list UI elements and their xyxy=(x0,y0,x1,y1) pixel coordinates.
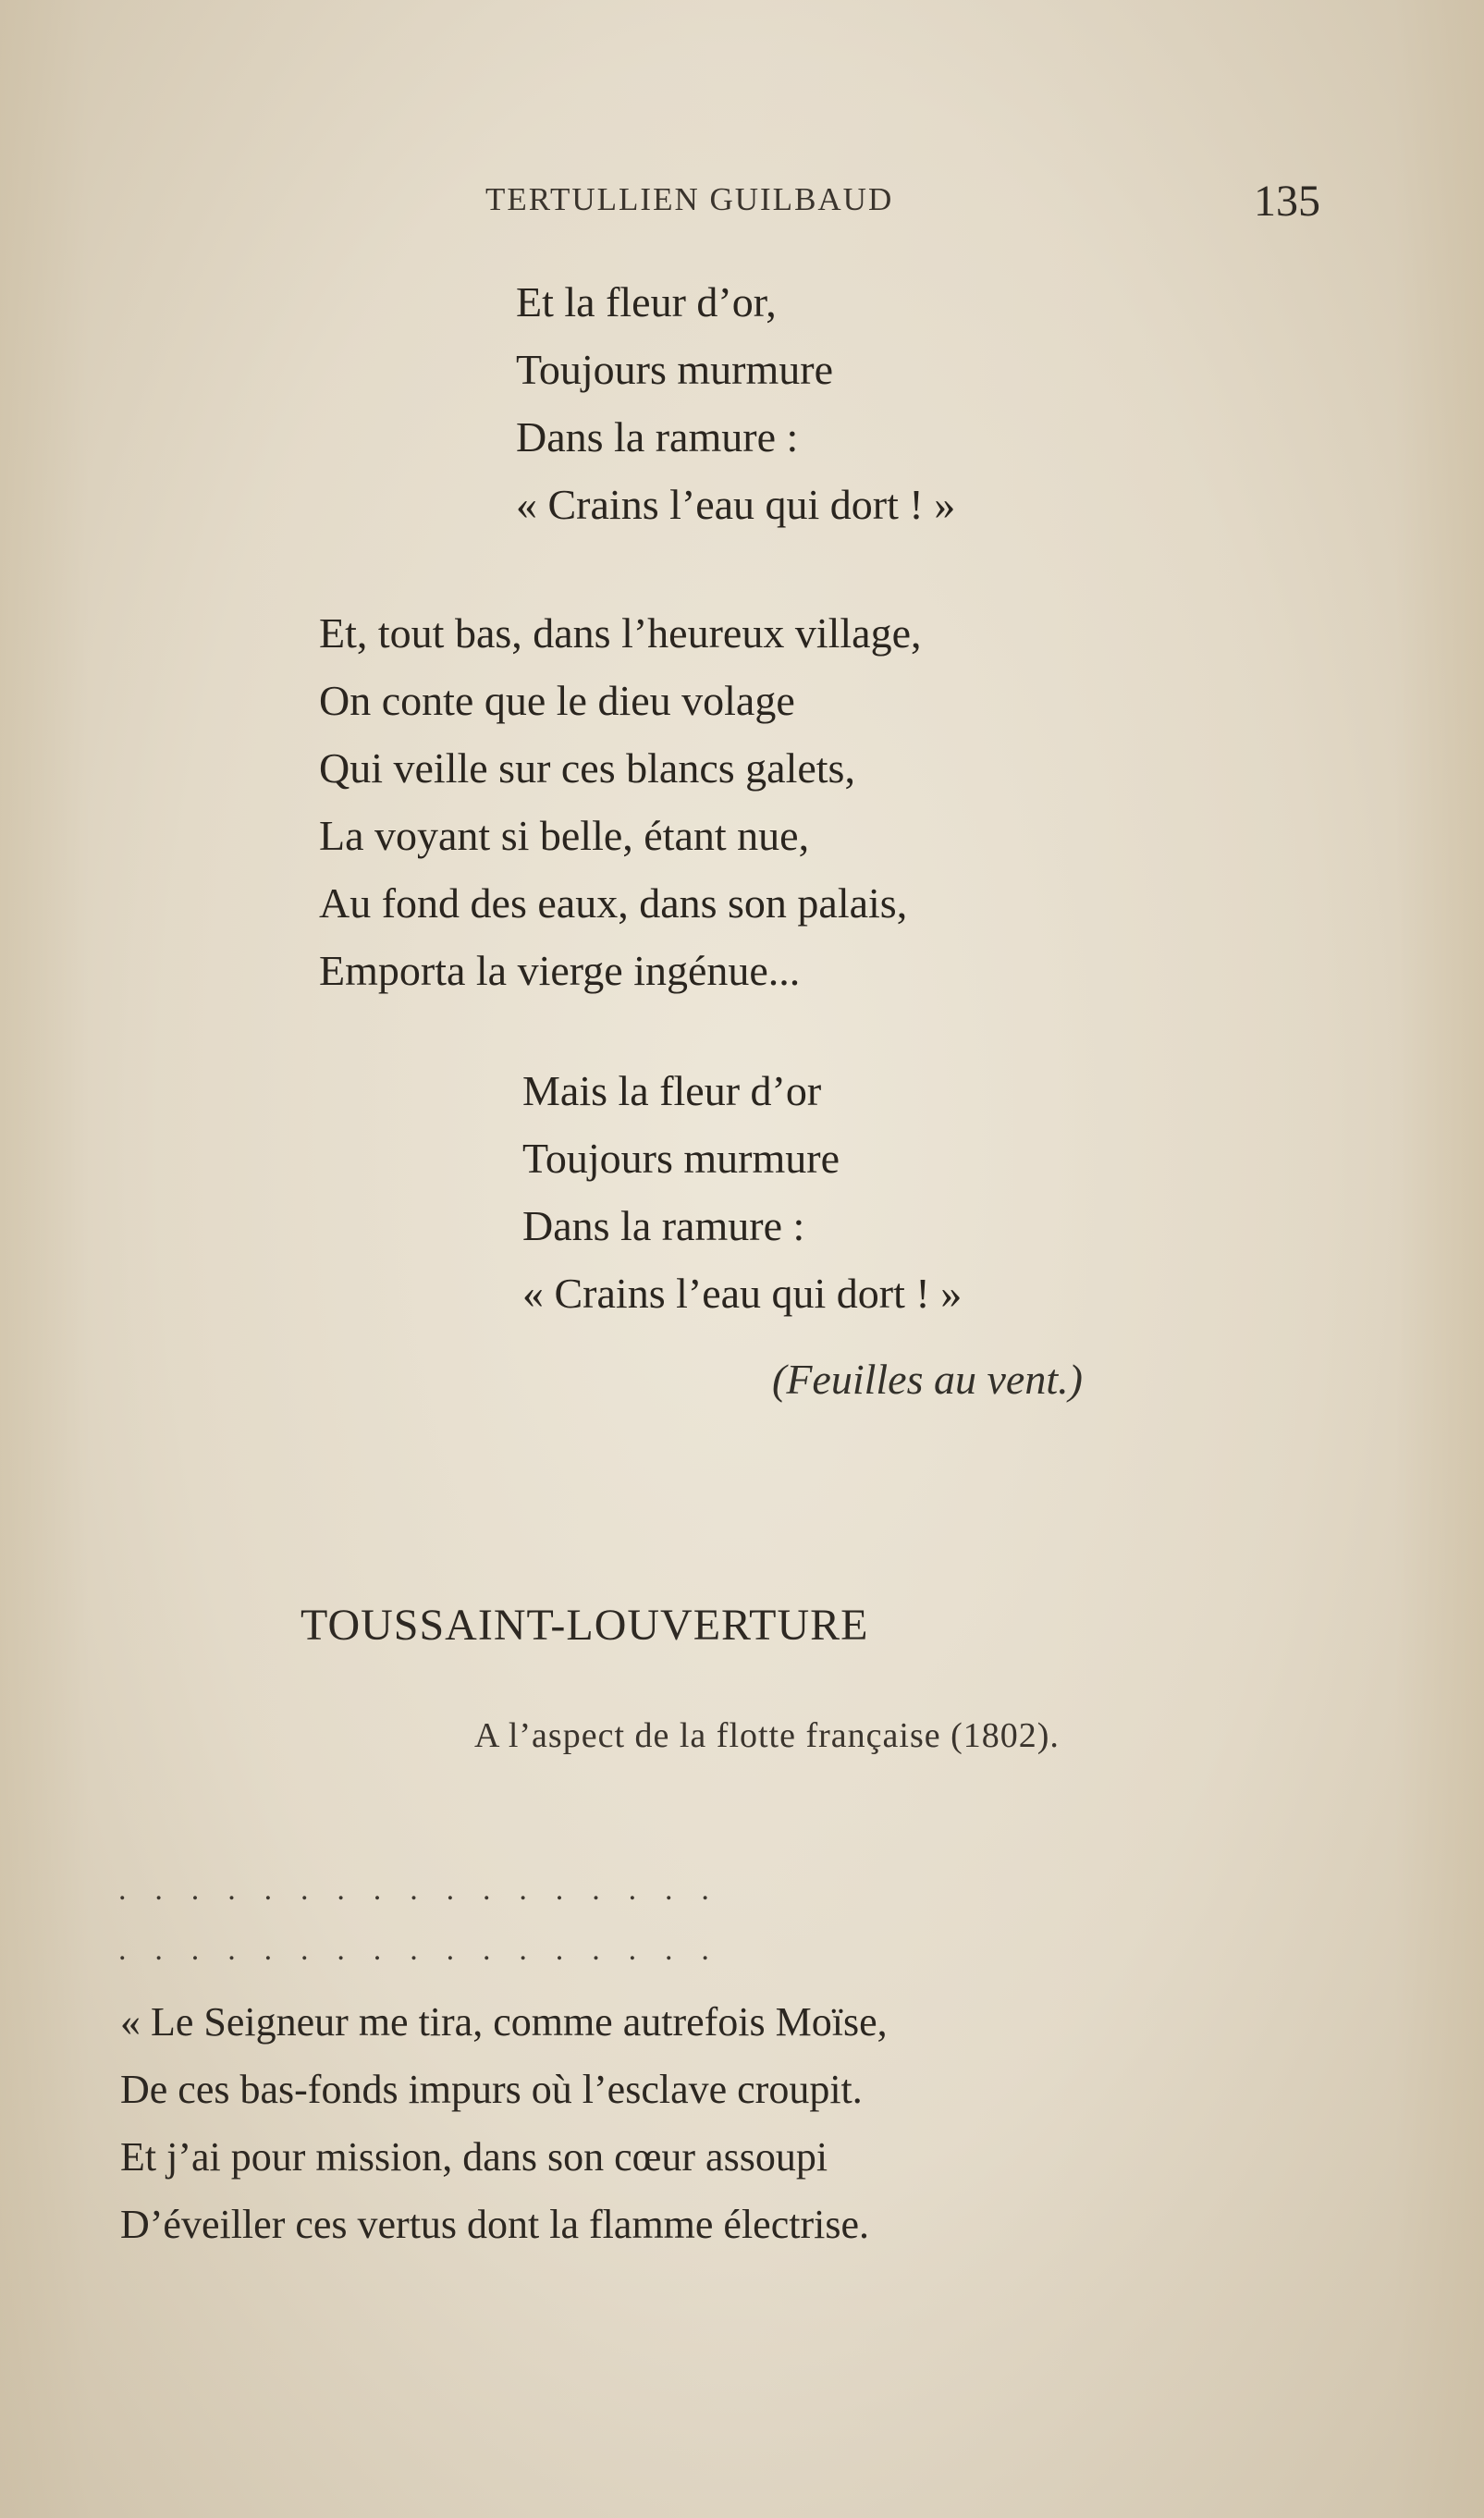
verse-line: La voyant si belle, étant nue, xyxy=(319,812,810,859)
main-stanza xyxy=(319,599,922,1004)
verse-line: Emporta la vierge ingénue... xyxy=(319,947,801,994)
source-attribution: (Feuilles au vent.) xyxy=(772,1356,1083,1403)
refrain-stanza-1 xyxy=(516,268,955,538)
verse-line: Et, tout bas, dans l’heureux village, xyxy=(319,609,922,657)
verse-line: Mais la fleur d’or xyxy=(522,1067,822,1114)
verse-line: Dans la ramure : xyxy=(522,1202,805,1249)
verse-line: D’éveiller ces vertus dont la flamme électrise. xyxy=(120,2202,869,2247)
verse-line: Au fond des eaux, dans son palais, xyxy=(319,879,908,927)
verse-line: Et j’ai pour mission, dans son cœur assoupi xyxy=(120,2134,828,2180)
omission-dots: ................. xyxy=(118,1873,738,1907)
verse-line: Et la fleur d’or, xyxy=(516,278,777,325)
refrain-stanza-2 xyxy=(522,1057,962,1327)
verse-line: Toujours murmure xyxy=(522,1135,840,1182)
poem-title: TOUSSAINT-LOUVERTURE xyxy=(300,1601,869,1650)
running-title: TERTULLIEN GUILBAUD xyxy=(485,181,894,217)
verse-line: « Crains l’eau qui dort ! » xyxy=(522,1270,963,1317)
verse-line: « Le Seigneur me tira, comme autrefois Moïse, xyxy=(120,1999,888,2045)
omission-dots: ................. xyxy=(118,1933,738,1967)
verse-line: Dans la ramure : xyxy=(516,413,799,461)
poem-dedication: A l’aspect de la flotte française (1802). xyxy=(474,1716,1060,1755)
verse-line: De ces bas-fonds impurs où l’esclave croupit. xyxy=(120,2067,863,2112)
verse-line: On conte que le dieu volage xyxy=(319,677,795,724)
verse-line: Qui veille sur ces blancs galets, xyxy=(319,744,855,792)
poem-stanza xyxy=(120,1988,888,2258)
verse-line: Toujours murmure xyxy=(516,346,834,393)
page-number: 135 xyxy=(1254,177,1320,226)
verse-line: « Crains l’eau qui dort ! » xyxy=(516,481,956,528)
